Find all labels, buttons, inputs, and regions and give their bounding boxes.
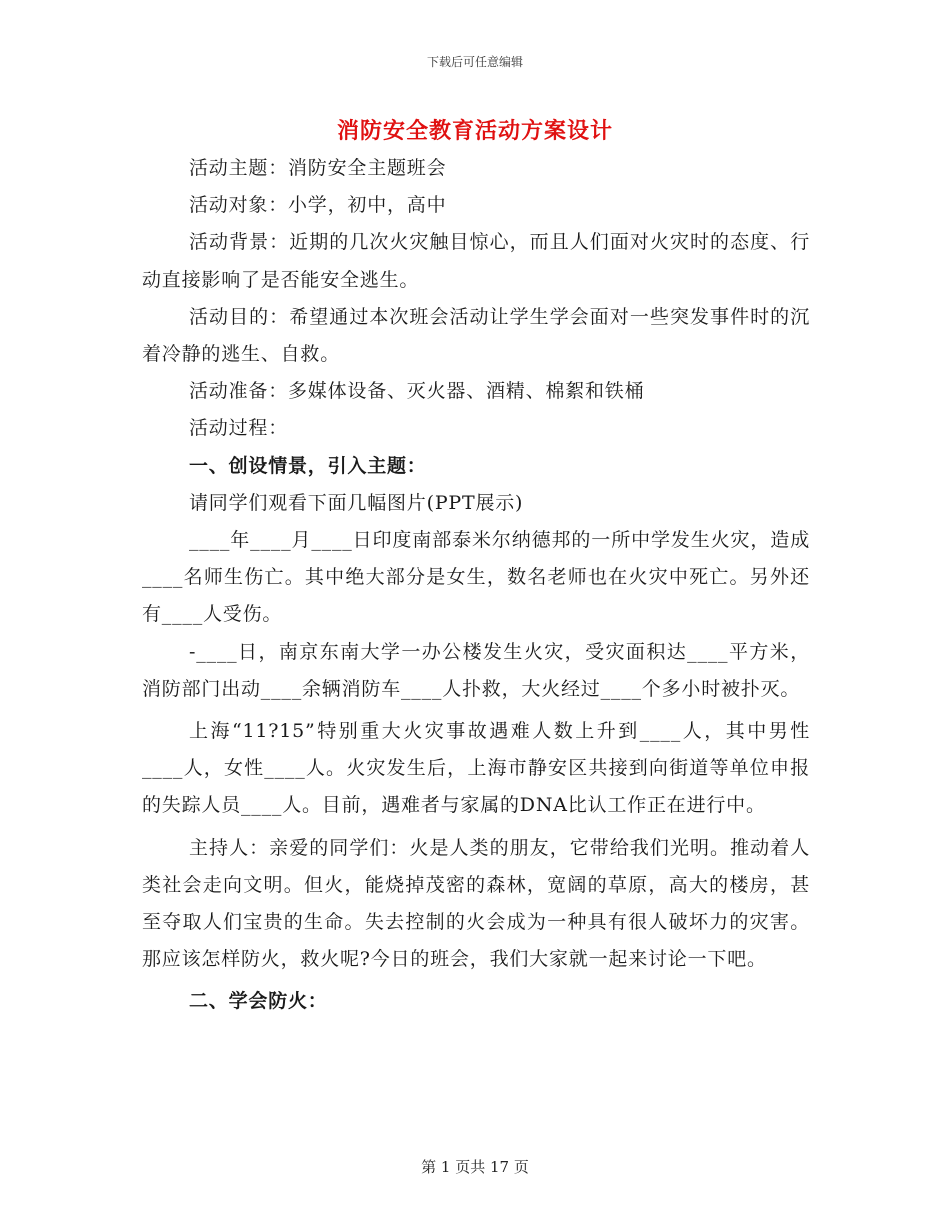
paragraph-images: 请同学们观看下面几幅图片(PPT展示) — [189, 491, 524, 514]
paragraph-nanjing-fire: -____日，南京东南大学一办公楼发生火灾，受灾面积达____平方米，消防部门出动____余辆消防车____人扑救，大火经过____个多小时被扑灭。 — [142, 640, 810, 700]
paragraph-host: 主持人：亲爱的同学们：火是人类的朋友，它带给我们光明。推动着人类社会走向文明。但火，能烧掉茂密的森林，宽阔的草原，高大的楼房，甚至夺取人们宝贵的生命。失去控制的火会成为一种具有很人破坏力的灾害。那应该怎样防火，救火呢?今日的班会，我们大家就一起来讨论一下吧。 — [142, 836, 810, 971]
paragraph-india-fire: ____年____月____日印度南部泰米尔纳德邦的一所中学发生火灾，造成____名师生伤亡。其中绝大部分是女生，数名老师也在火灾中死亡。另外还有____人受伤。 — [142, 529, 810, 626]
paragraph-process: 活动过程： — [189, 417, 289, 440]
section-heading-2: 二、学会防火： — [189, 990, 328, 1013]
paragraph-purpose: 活动目的：希望通过本次班会活动让学生学会面对一些突发事件时的沉着冷静的逃生、自救。 — [142, 305, 810, 366]
header-note: 下载后可任意编辑 — [426, 55, 523, 69]
paragraph-shanghai-fire: 上海“11?15”特别重大火灾事故遇难人数上升到____人，其中男性____人，女性____人。火灾发生后，上海市静安区共接到向街道等单位申报的失踪人员____人。目前，遇难者与家属的DNA比认工作正在进行中。 — [142, 720, 810, 817]
paragraph-preparation: 活动准备：多媒体设备、灭火器、酒精、棉絮和铁桶 — [189, 380, 645, 403]
document-body — [142, 150, 810, 1021]
paragraph-theme: 活动主题：消防安全主题班会 — [189, 157, 447, 179]
page-footer: 第 1 页共 17 页 — [421, 1158, 529, 1176]
document-title: 消防安全教育活动方案设计 — [336, 118, 613, 144]
paragraph-background: 活动背景：近期的几次火灾触目惊心，而且人们面对火灾时的态度、行动直接影响了是否能安全逃生。 — [142, 231, 810, 291]
paragraph-audience: 活动对象：小学，初中，高中 — [189, 194, 447, 217]
section-heading-1: 一、创设情景，引入主题： — [189, 454, 427, 477]
